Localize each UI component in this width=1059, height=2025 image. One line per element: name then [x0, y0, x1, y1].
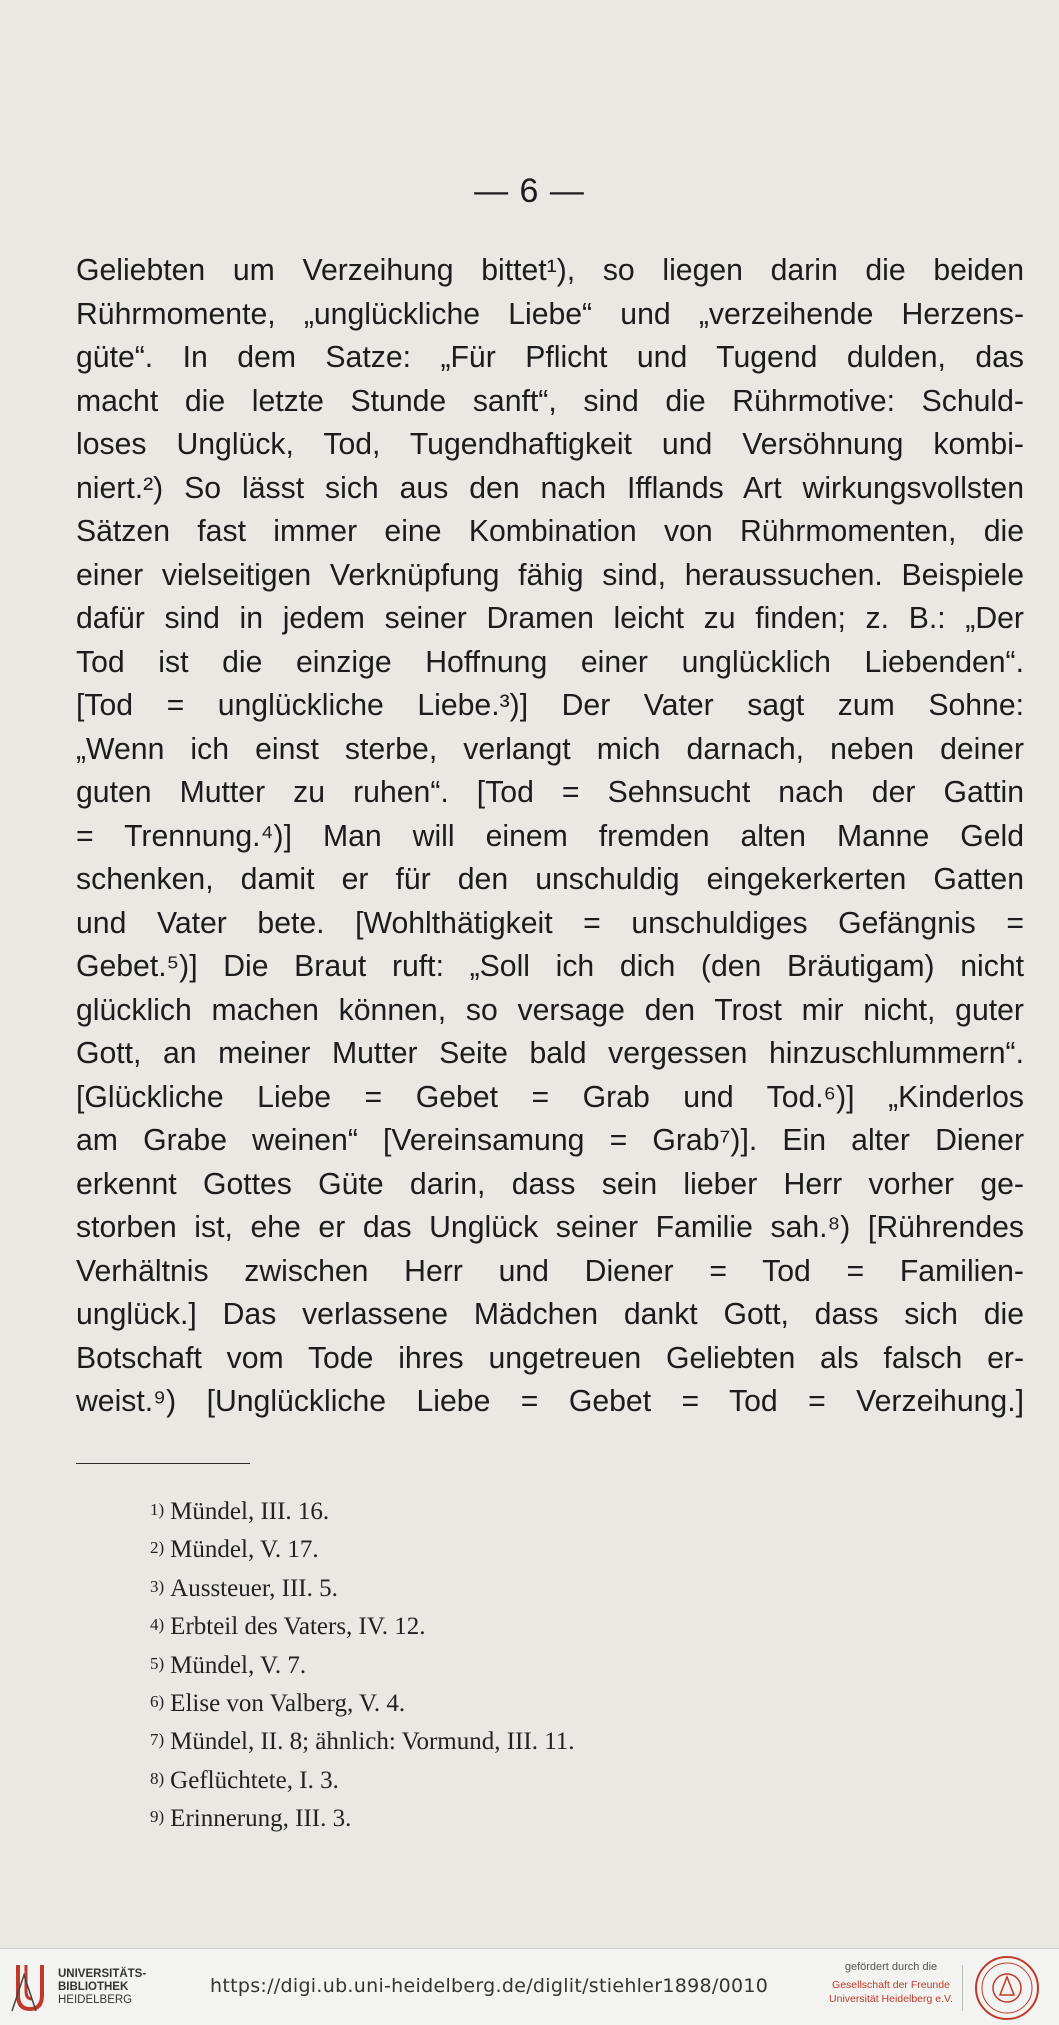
text-line: unglück.] Das verlassene Mädchen dankt Gott, dass sich die [76, 1298, 1024, 1331]
footnote-number: 8) [150, 1768, 165, 1788]
footnote [150, 1607, 575, 1645]
footer-bar [0, 1948, 1059, 2025]
footnote [150, 1722, 575, 1760]
text-line: „Wenn ich einst sterbe, verlangt mich darnach, neben deiner [76, 732, 1024, 766]
text-line: dafür sind in jedem seiner Dramen leicht zu finden; z. B.: „Der [76, 602, 1024, 635]
text-line: Tod ist die einzige Hoffnung einer unglücklich Liebenden“. [76, 645, 1024, 679]
permalink-url[interactable]: https://digi.ub.uni-heidelberg.de/diglit/stiehler1898/0010 [210, 1975, 769, 1997]
university-library-logo-icon [10, 1961, 50, 2015]
text-line: Rührmomente, „unglückliche Liebe“ und „verzeihende Herzens- [76, 297, 1024, 331]
footnote-number: 4) [150, 1615, 165, 1635]
footnote-number: 7) [150, 1730, 165, 1750]
footnote [150, 1492, 575, 1530]
footnote [150, 1684, 575, 1722]
text-line: schenken, damit er für den unschuldig eingekerkerten Gatten [76, 863, 1024, 896]
text-line: storben ist, ehe er das Unglück seiner Familie sah.⁸) [Rührendes [76, 1211, 1024, 1244]
text-line: am Grabe weinen“ [Vereinsamung = Grab⁷)]. Ein alter Diener [76, 1124, 1024, 1157]
footnote-number: 9) [150, 1807, 165, 1827]
text-line: Gott, an meiner Mutter Seite bald vergessen hinzuschlummern“. [76, 1037, 1024, 1070]
university-seal-icon [974, 1955, 1040, 2021]
text-line: niert.²) So lässt sich aus den nach Ifflands Art wirkungsvollsten [76, 471, 1024, 505]
sponsor-lead: gefördert durch die [844, 1961, 938, 1973]
footnote [150, 1761, 575, 1799]
footnote [150, 1530, 575, 1568]
footnote-text: Mündel, V. 7. [170, 1651, 307, 1679]
footnote-number: 2) [150, 1538, 165, 1558]
text-line: Geliebten um Verzeihung bittet¹), so liegen darin die beiden [76, 254, 1024, 287]
library-name [58, 1968, 146, 2007]
sponsor-org-line1: Gesellschaft der Freunde [832, 1979, 950, 1991]
text-line: loses Unglück, Tod, Tugendhaftigkeit und Versöhnung kombi- [76, 428, 1024, 461]
text-line: macht die letzte Stunde sanft“, sind die Rührmotive: Schuld- [76, 384, 1024, 418]
footnote-text: Mündel, III. 16. [170, 1498, 330, 1525]
footnote [150, 1646, 575, 1684]
footnote-number: 3) [150, 1576, 165, 1596]
text-line: Gebet.⁵)] Die Braut ruft: „Soll ich dich (den Bräutigam) nicht [76, 950, 1024, 983]
footnote [150, 1799, 575, 1837]
footer-divider [962, 1965, 963, 2011]
footnote [150, 1569, 575, 1607]
text-line: Botschaft vom Tode ihres ungetreuen Geliebten als falsch er- [76, 1341, 1024, 1375]
footnote-text: Geflüchtete, I. 3. [170, 1766, 339, 1794]
footnote-text: Mündel, V. 17. [170, 1536, 319, 1564]
text-line: = Trennung.⁴)] Man will einem fremden alten Manne Geld [76, 819, 1024, 853]
body-text [76, 249, 1024, 1424]
text-line: [Tod = unglückliche Liebe.³)] Der Vater sagt zum Sohne: [76, 689, 1024, 722]
page-number: — 6 — [474, 172, 585, 210]
text-line: glücklich machen können, so versage den Trost mir nicht, guter [76, 993, 1024, 1027]
text-line: weist.⁹) [Unglückliche Liebe = Gebet = Tod = Verzeihung.] [76, 1385, 1024, 1418]
footnote-number: 5) [150, 1653, 165, 1673]
footnote-number: 6) [150, 1692, 165, 1712]
text-line: einer vielseitigen Verknüpfung fähig sind, heraussuchen. Beispiele [76, 558, 1024, 592]
text-line: und Vater bete. [Wohlthätigkeit = unschuldiges Gefängnis = [76, 906, 1024, 940]
footnote-text: Elise von Valberg, V. 4. [170, 1690, 406, 1718]
footnote-text: Mündel, II. 8; ähnlich: Vormund, III. 11. [170, 1728, 575, 1756]
library-name-line2: BIBLIOTHEK [58, 1981, 129, 1993]
sponsor-org-line2: Universität Heidelberg e.V. [829, 1993, 953, 2005]
text-line: guten Mutter zu ruhen“. [Tod = Sehnsucht nach der Gattin [76, 776, 1024, 809]
text-line: erkennt Gottes Güte darin, dass sein lieber Herr vorher ge- [76, 1167, 1024, 1201]
library-name-line3: HEIDELBERG [58, 1994, 133, 2006]
text-line: Verhältnis zwischen Herr und Diener = Tod = Familien- [76, 1254, 1024, 1288]
text-line: [Glückliche Liebe = Gebet = Grab und Tod.⁶)] „Kinderlos [76, 1080, 1024, 1114]
footnote-text: Aussteuer, III. 5. [170, 1574, 338, 1602]
footnote-text: Erbteil des Vaters, IV. 12. [170, 1613, 426, 1641]
library-name-line1: UNIVERSITÄTS- [58, 1968, 147, 1980]
text-line: Sätzen fast immer eine Kombination von Rührmomenten, die [76, 515, 1024, 548]
footnote-divider [76, 1463, 250, 1464]
footnote-text: Erinnerung, III. 3. [170, 1805, 352, 1833]
sponsor-credit [818, 1961, 964, 2006]
text-line: güte“. In dem Satze: „Für Pflicht und Tugend dulden, das [76, 341, 1024, 374]
footnote-number: 1) [150, 1500, 165, 1519]
footnotes [150, 1492, 575, 1838]
